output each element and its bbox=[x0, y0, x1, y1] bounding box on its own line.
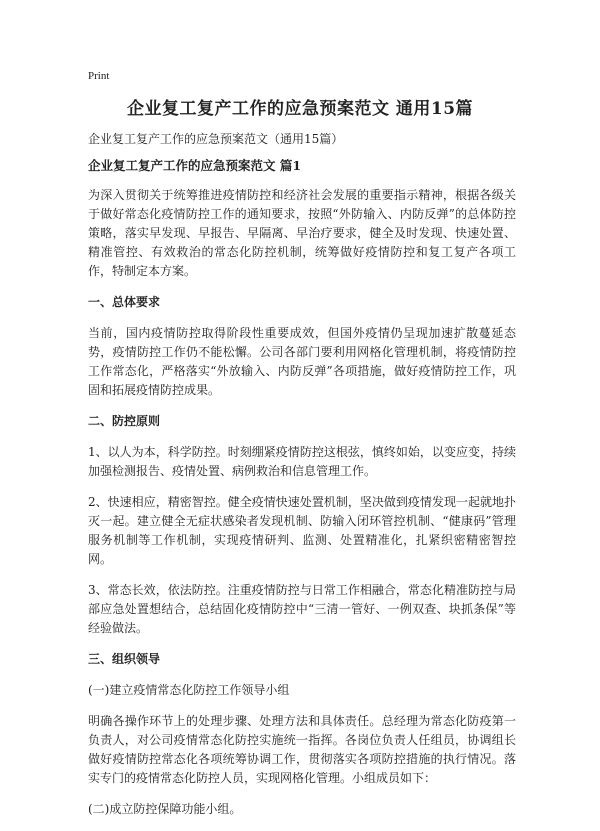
document-subtitle: 企业复工复产工作的应急预案范文（通用15篇） bbox=[88, 132, 344, 146]
organization-paragraph: 明确各操作环节上的处理步骤、处理方法和具体责任。总经理为常态化防疫第一负责人，对公司疫情常态化防控实施统一指挥。各岗位负责人任组员，协调组长做好疫情防控常态化各项统筹协调工作，贯彻落实各项防控措施的执行情况。落实专门的疫情常态化防控人员，实现网格化管理。小组成员如下： bbox=[88, 714, 516, 785]
general-paragraph: 当前，国内疫情防控取得阶段性重要成效，但国外疫情仍呈现加速扩散蔓延态势，疫情防控工作仍不能松懈。公司各部门要利用网格化管理机制，将疫情防控工作常态化，严格落实“外放输入、内防反弹”各项措施，做好疫情防控工作，巩固和拓展疫情防控成果。 bbox=[88, 326, 516, 397]
article-heading: 企业复工复产工作的应急预案范文 篇1 bbox=[88, 158, 302, 173]
organization-subheading-1: (一)建立疫情常态化防控工作领导小组 bbox=[88, 683, 290, 697]
section-heading-organization: 三、组织领导 bbox=[88, 652, 161, 666]
print-link[interactable]: Print bbox=[88, 70, 110, 82]
principle-paragraph-2: 2、快速相应，精密智控。健全疫情快速处置机制，坚决做到疫情发现一起就地扑灭一起。建立健全无症状感染者发现机制、防输入闭环管控机制、“健康码”管理服务机制等工作机制，实现疫情研判、监测、处置精准化，扎紧织密精密智控网。 bbox=[88, 495, 516, 566]
organization-subheading-2: (二)成立防控保障功能小组。 bbox=[88, 802, 242, 816]
section-heading-general: 一、总体要求 bbox=[88, 295, 161, 309]
page-title: 企业复工复产工作的应急预案范文 通用15篇 bbox=[126, 99, 474, 119]
article-body bbox=[88, 156, 516, 831]
principle-paragraph-3: 3、常态长效，依法防控。注重疫情防控与日常工作相融合，常态化精准防控与局部应急处置想结合，总结固化疫情防控中“三清一管好、一例双查、块抓条保”等经验做法。 bbox=[88, 583, 516, 635]
intro-paragraph: 为深入贯彻关于统筹推进疫情防控和经济社会发展的重要指示精神，根据各级关于做好常态化疫情防控工作的通知要求，按照“外防输入、内防反弹”的总体防控策略，落实早发现、早报告、早隔离、早治疗要求，健全及时发现、快速处置、精准管控、有效救治的常态化防控机制，统筹做好疫情防控和复工复产各项工作，特制定本方案。 bbox=[88, 188, 516, 278]
section-heading-principles: 二、防控原则 bbox=[88, 414, 161, 428]
principle-paragraph-1: 1、以人为本，科学防控。时刻绷紧疫情防控这根弦，慎终如始，以变应变，持续加强检测报告、疫情处置、病例救治和信息管理工作。 bbox=[88, 445, 516, 478]
